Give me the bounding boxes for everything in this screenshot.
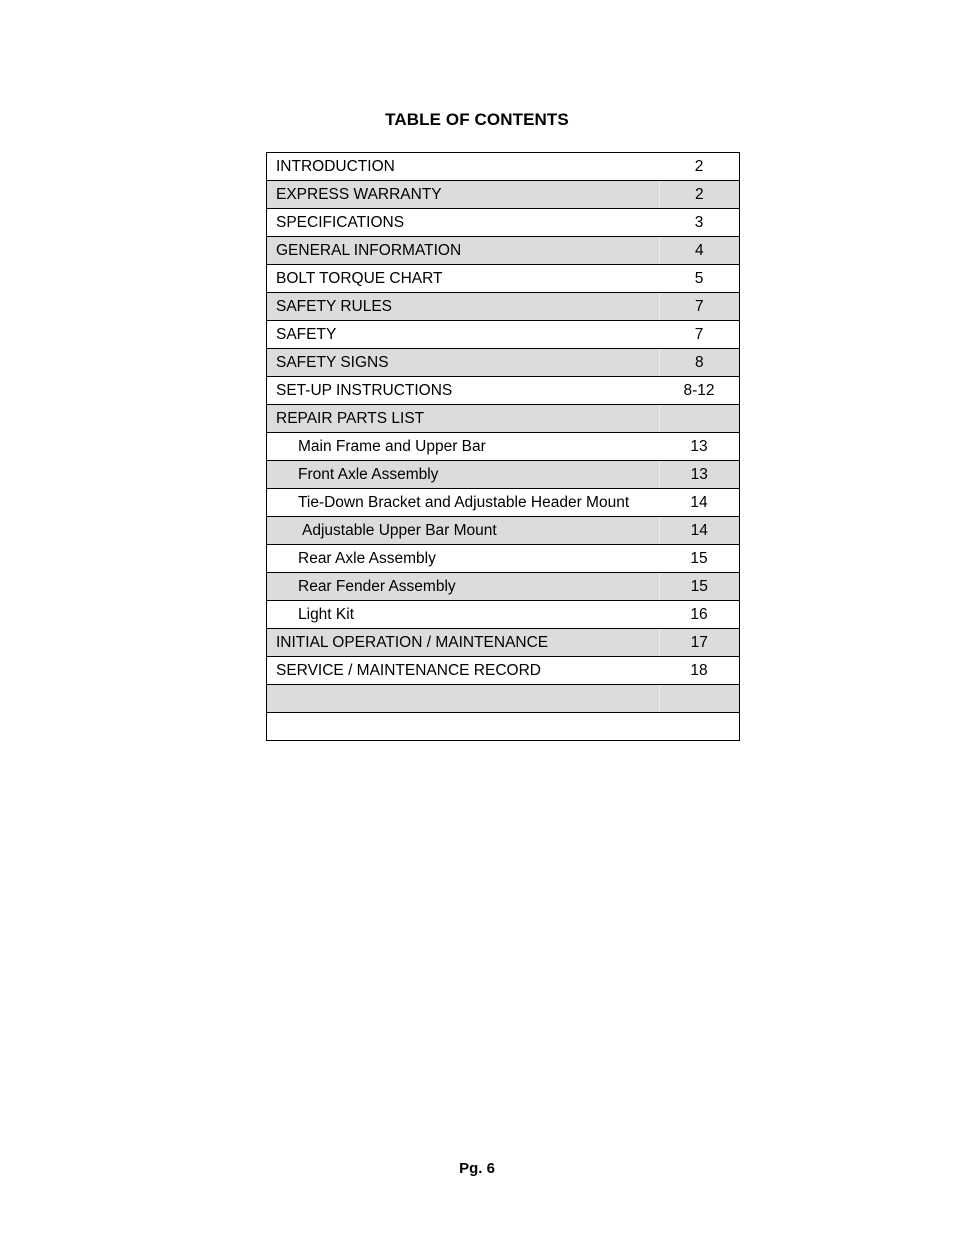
toc-row-empty — [267, 713, 740, 741]
toc-row — [267, 349, 740, 377]
toc-subentry-title: Adjustable Upper Bar Mount — [267, 517, 660, 545]
toc-row — [267, 321, 740, 349]
toc-subrow — [267, 489, 740, 517]
toc-row-empty — [267, 685, 740, 713]
table-of-contents — [266, 152, 740, 741]
toc-subrow — [267, 433, 740, 461]
toc-row — [267, 405, 740, 433]
toc-entry-page: 15 — [659, 573, 740, 601]
toc-entry-page: 13 — [659, 433, 740, 461]
toc-row — [267, 209, 740, 237]
toc-entry-page: 2 — [659, 153, 740, 181]
toc-entry-page: 3 — [659, 209, 740, 237]
toc-row — [267, 629, 740, 657]
toc-entry-title: BOLT TORQUE CHART — [267, 265, 660, 293]
toc-subrow — [267, 573, 740, 601]
toc-entry-page — [659, 713, 740, 741]
toc-row — [267, 237, 740, 265]
toc-subentry-title: Rear Axle Assembly — [267, 545, 660, 573]
toc-entry-page: 16 — [659, 601, 740, 629]
toc-entry-page: 4 — [659, 237, 740, 265]
toc-entry-page: 14 — [659, 489, 740, 517]
toc-entry-title: SERVICE / MAINTENANCE RECORD — [267, 657, 660, 685]
toc-entry-page — [659, 405, 740, 433]
toc-entry-page: 13 — [659, 461, 740, 489]
toc-entry-title — [267, 713, 660, 741]
toc-entry-title: EXPRESS WARRANTY — [267, 181, 660, 209]
toc-row — [267, 293, 740, 321]
toc-entry-page: 8-12 — [659, 377, 740, 405]
toc-entry-page: 15 — [659, 545, 740, 573]
toc-entry-page: 8 — [659, 349, 740, 377]
toc-row — [267, 377, 740, 405]
toc-subentry-title: Tie-Down Bracket and Adjustable Header Mount — [267, 489, 660, 517]
toc-subrow — [267, 517, 740, 545]
toc-subrow — [267, 461, 740, 489]
toc-row — [267, 153, 740, 181]
toc-row — [267, 657, 740, 685]
toc-entry-title: SPECIFICATIONS — [267, 209, 660, 237]
toc-entry-title: INTRODUCTION — [267, 153, 660, 181]
page-number: Pg. 6 — [459, 1160, 495, 1177]
page-title: TABLE OF CONTENTS — [385, 110, 569, 129]
toc-entry-title: SAFETY — [267, 321, 660, 349]
toc-entry-title — [267, 685, 660, 713]
toc-entry-page: 14 — [659, 517, 740, 545]
toc-subentry-title: Main Frame and Upper Bar — [267, 433, 660, 461]
toc-subrow — [267, 601, 740, 629]
toc-entry-page: 2 — [659, 181, 740, 209]
toc-subentry-title: Front Axle Assembly — [267, 461, 660, 489]
toc-row — [267, 181, 740, 209]
toc-entry-title: SAFETY SIGNS — [267, 349, 660, 377]
toc-entry-title: GENERAL INFORMATION — [267, 237, 660, 265]
toc-subentry-title: Light Kit — [267, 601, 660, 629]
toc-row — [267, 265, 740, 293]
toc-entry-page: 7 — [659, 293, 740, 321]
toc-entry-page: 17 — [659, 629, 740, 657]
toc-entry-title: INITIAL OPERATION / MAINTENANCE — [267, 629, 660, 657]
toc-subrow — [267, 545, 740, 573]
toc-entry-page: 7 — [659, 321, 740, 349]
toc-entry-page: 5 — [659, 265, 740, 293]
toc-entry-page — [659, 685, 740, 713]
toc-entry-title: SET-UP INSTRUCTIONS — [267, 377, 660, 405]
toc-entry-title: SAFETY RULES — [267, 293, 660, 321]
toc-entry-page: 18 — [659, 657, 740, 685]
toc-entry-title: REPAIR PARTS LIST — [267, 405, 660, 433]
toc-subentry-title: Rear Fender Assembly — [267, 573, 660, 601]
